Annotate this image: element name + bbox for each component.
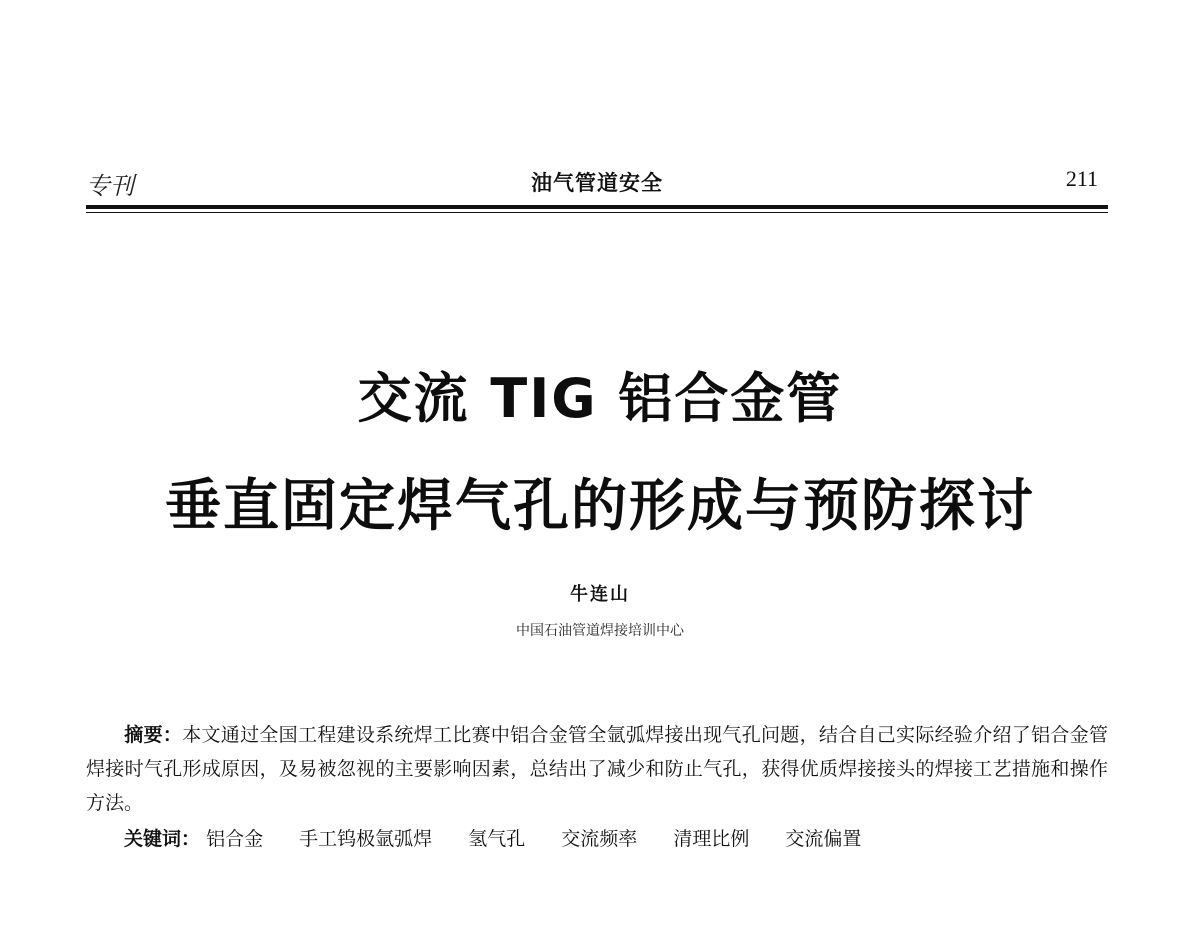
keyword-item: 手工钨极氩弧焊: [299, 828, 433, 850]
keyword-item: 铝合金: [206, 828, 264, 850]
paper-title-line-1: 交流 TIG 铝合金管: [357, 367, 843, 430]
keyword-item: 氢气孔: [468, 828, 526, 850]
running-header: [86, 162, 1108, 202]
keyword-item: 交流频率: [561, 828, 638, 850]
abstract-paragraph: [86, 718, 1108, 820]
abstract-text: 本文通过全国工程建设系统焊工比赛中铝合金管全氩弧焊接出现气孔问题，结合自己实际经验介绍了铝合金管焊接时气孔形成原因，及易被忽视的主要影响因素，总结出了减少和防止气孔，获得优质焊接接头的焊接工艺措施和操作方法。: [86, 724, 1108, 814]
keywords-line: [124, 822, 1104, 856]
header-journal-title: 油气管道安全: [531, 171, 663, 195]
keyword-item: 清理比例: [673, 828, 750, 850]
keyword-item: 交流偏置: [785, 828, 862, 850]
header-section-label: 专刊: [86, 172, 134, 200]
abstract-label: 摘要：: [124, 724, 183, 746]
author-name: 牛连山: [570, 584, 630, 605]
paper-title-line-2: 垂直固定焊气孔的形成与预防探讨: [165, 474, 1035, 539]
header-rule-thin: [86, 212, 1108, 213]
page-number: 211: [1065, 166, 1098, 191]
author-affiliation: 中国石油管道焊接培训中心: [516, 623, 684, 639]
keywords-label: 关键词：: [124, 828, 201, 850]
header-rule-thick: [86, 205, 1108, 209]
